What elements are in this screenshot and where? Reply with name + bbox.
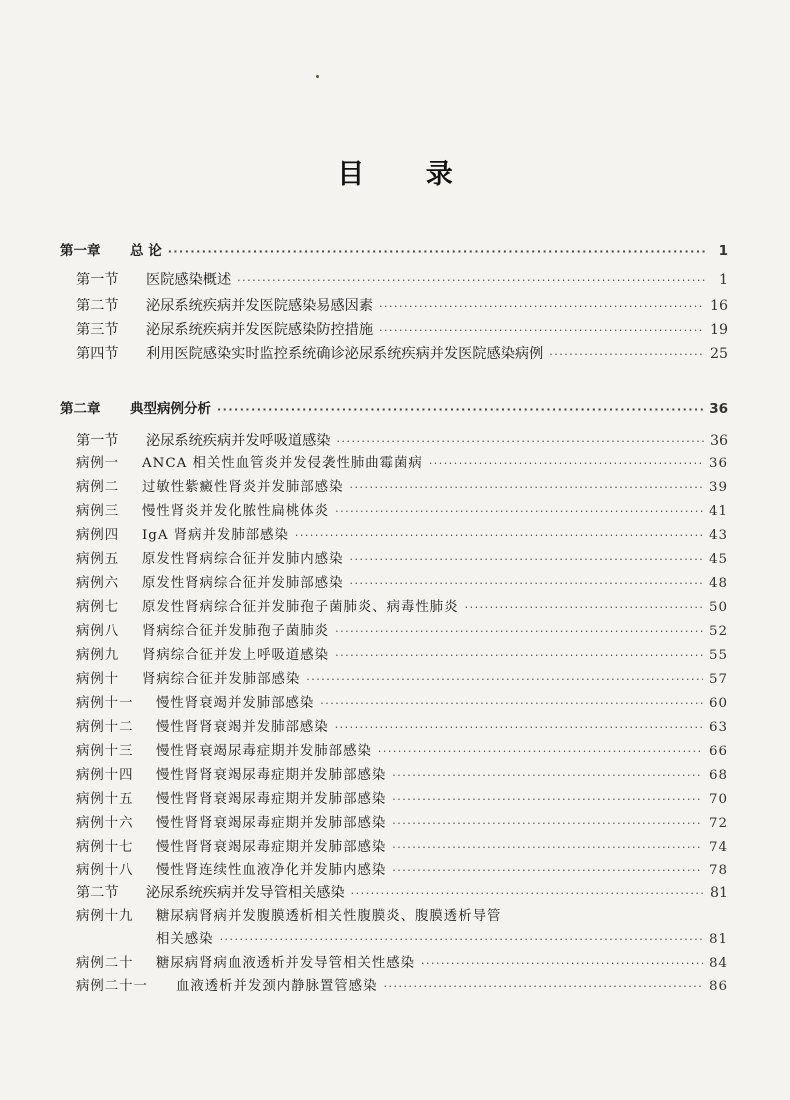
case-label: 病例十八 (76, 863, 134, 878)
leader-dots (429, 453, 703, 475)
leader-dots (335, 717, 703, 739)
case-title: 血液透析并发颈内静脉置管感染 (176, 979, 378, 994)
case-label: 病例五 (76, 552, 120, 567)
toc-case[interactable] (76, 501, 728, 523)
leader-dots (335, 621, 703, 643)
case-label: 病例十九 (76, 909, 134, 924)
toc-case[interactable] (76, 953, 728, 975)
case-title: 过敏性紫癜性肾炎并发肺部感染 (142, 480, 344, 495)
case-title: 肾病综合征并发上呼吸道感染 (142, 648, 330, 663)
case-title: IgA 肾病并发肺部感染 (142, 528, 289, 543)
case-title: 慢性肾衰竭尿毒症期并发肺部感染 (156, 744, 372, 759)
case-title: 慢性肾肾衰竭并发肺部感染 (156, 720, 329, 735)
toc-case[interactable] (76, 525, 728, 547)
chapter-label: 第二章 (60, 401, 101, 417)
leader-dots (349, 549, 702, 571)
page-number: 81 (709, 885, 728, 901)
toc-chapter-1[interactable] (60, 240, 728, 262)
case-label: 病例七 (76, 600, 120, 615)
leader-dots (379, 320, 704, 342)
toc-case[interactable] (76, 717, 728, 739)
case-label: 病例十三 (76, 744, 134, 759)
section-title: 利用医院感染实时监控系统确诊泌尿系统疾病并发医院感染病例 (146, 346, 544, 362)
case-title: 慢性肾衰竭并发肺部感染 (156, 696, 315, 711)
page-number: 1 (718, 243, 728, 259)
case-label: 病例十七 (76, 840, 134, 855)
toc-case[interactable] (76, 789, 728, 811)
section-label: 第三节 (76, 322, 119, 338)
leader-dots (217, 399, 703, 421)
page-number: 41 (708, 504, 728, 519)
case-title: 慢性肾连续性血液净化并发肺内感染 (156, 863, 387, 878)
toc-case[interactable] (76, 765, 728, 787)
leader-dots (320, 693, 703, 715)
page-number: 60 (708, 696, 728, 711)
leader-dots (392, 813, 703, 835)
case-title: 慢性肾炎并发化脓性扁桃体炎 (142, 504, 330, 519)
case-label: 病例十 (76, 672, 120, 687)
toc-section[interactable] (76, 295, 728, 317)
chapter-title: 典型病例分析 (130, 401, 211, 417)
page-number: 45 (708, 552, 728, 567)
section-title: 泌尿系统疾病并发医院感染防控措施 (146, 322, 374, 338)
toc-section[interactable] (76, 319, 728, 341)
toc-case[interactable] (76, 669, 728, 691)
page-number: 70 (708, 792, 728, 807)
toc-case-continuation[interactable] (156, 929, 728, 951)
page-number: 48 (708, 576, 728, 591)
page-number: 63 (708, 720, 728, 735)
section-title: 泌尿系统疾病并发导管相关感染 (146, 885, 345, 901)
page-number: 84 (708, 956, 728, 971)
leader-dots (378, 741, 703, 763)
toc-section[interactable] (76, 343, 728, 365)
leader-dots (349, 477, 702, 499)
toc-case[interactable] (76, 453, 728, 475)
case-title: 糖尿病肾病血液透析并发导管相关性感染 (156, 956, 416, 971)
page-number: 16 (709, 298, 728, 314)
leader-dots (421, 953, 703, 975)
leader-dots (465, 597, 703, 619)
leader-dots (392, 860, 703, 882)
case-title: 肾病综合征并发肺孢子菌肺炎 (142, 624, 330, 639)
case-label: 病例九 (76, 648, 120, 663)
section-label: 第四节 (76, 346, 119, 362)
case-label: 病例八 (76, 624, 120, 639)
case-label: 病例十六 (76, 816, 134, 831)
leader-dots (168, 241, 706, 263)
case-label: 病例十五 (76, 792, 134, 807)
toc-section[interactable] (76, 269, 728, 291)
page-number: 1 (718, 272, 728, 288)
leader-dots (549, 344, 704, 366)
section-title: 泌尿系统疾病并发医院感染易感因素 (146, 298, 374, 314)
section-label: 第二节 (76, 885, 119, 901)
toc-case[interactable] (76, 860, 728, 882)
case-title: 原发性肾病综合征并发肺部感染 (142, 576, 344, 591)
page-number: 36 (709, 401, 728, 417)
page-number: 78 (708, 863, 728, 878)
case-label: 病例二 (76, 480, 120, 495)
case-label: 病例二十 (76, 956, 134, 971)
case-title: 原发性肾病综合征并发肺孢子菌肺炎、病毒性肺炎 (142, 600, 459, 615)
page-title: 目 录 (337, 159, 479, 190)
case-title: 慢性肾肾衰竭尿毒症期并发肺部感染 (156, 816, 387, 831)
chapter-title: 总 论 (130, 243, 162, 259)
section-label: 第一节 (76, 433, 119, 449)
toc-case[interactable] (76, 621, 728, 643)
toc-case[interactable] (76, 741, 728, 763)
page-number: 86 (708, 979, 728, 994)
toc-case[interactable] (76, 597, 728, 619)
leader-dots (351, 883, 704, 905)
case-label: 病例二十一 (76, 979, 148, 994)
leader-dots (336, 431, 703, 453)
page-number: 19 (709, 322, 728, 338)
leader-dots (383, 976, 702, 998)
case-title: 慢性肾肾衰竭尿毒症期并发肺部感染 (156, 840, 387, 855)
toc-case-multiline[interactable] (76, 906, 501, 928)
toc-case[interactable] (76, 645, 728, 667)
section-label: 第一节 (76, 272, 119, 288)
leader-dots (295, 525, 703, 547)
case-label: 病例十一 (76, 696, 134, 711)
toc-section[interactable] (76, 430, 728, 452)
case-title: 慢性肾肾衰竭尿毒症期并发肺部感染 (156, 792, 387, 807)
page-number: 36 (708, 456, 728, 471)
toc-section[interactable] (76, 882, 728, 904)
page-number: 72 (708, 816, 728, 831)
page-number: 50 (708, 600, 728, 615)
toc-case[interactable] (76, 573, 728, 595)
page-number: 74 (708, 840, 728, 855)
toc-chapter-2[interactable] (60, 398, 728, 420)
toc-case[interactable] (76, 549, 728, 571)
leader-dots (237, 270, 706, 292)
section-title: 医院感染概述 (146, 272, 232, 288)
leader-dots (349, 573, 702, 595)
section-label: 第二节 (76, 298, 119, 314)
chapter-label: 第一章 (60, 243, 101, 259)
case-label: 病例十四 (76, 768, 134, 783)
toc-case[interactable] (76, 693, 728, 715)
leader-dots (335, 645, 703, 667)
leader-dots (392, 837, 703, 859)
print-speck (316, 75, 319, 78)
case-title: 糖尿病肾病并发腹膜透析相关性腹膜炎、腹膜透析导管 (156, 909, 502, 924)
leader-dots (379, 296, 704, 318)
leader-dots (335, 501, 703, 523)
page-number: 52 (708, 624, 728, 639)
page-number: 55 (708, 648, 728, 663)
case-label: 病例十二 (76, 720, 134, 735)
section-title: 泌尿系统疾病并发呼吸道感染 (146, 433, 331, 449)
toc-case[interactable] (76, 477, 728, 499)
toc-case[interactable] (76, 813, 728, 835)
leader-dots (392, 789, 703, 811)
page-number: 36 (709, 433, 728, 449)
page-number: 68 (708, 768, 728, 783)
toc-case[interactable] (76, 976, 728, 998)
case-title: 肾病综合征并发肺部感染 (142, 672, 301, 687)
case-label: 病例六 (76, 576, 120, 591)
case-title: 慢性肾肾衰竭尿毒症期并发肺部感染 (156, 768, 387, 783)
page-number: 25 (709, 346, 728, 362)
case-title: 相关感染 (156, 932, 214, 947)
leader-dots (220, 929, 703, 951)
page-number: 39 (708, 480, 728, 495)
case-label: 病例三 (76, 504, 120, 519)
page-number: 43 (708, 528, 728, 543)
case-title: ANCA 相关性血管炎并发侵袭性肺曲霉菌病 (142, 456, 423, 471)
case-label: 病例四 (76, 528, 120, 543)
case-label: 病例一 (76, 456, 120, 471)
toc-case[interactable] (76, 837, 728, 859)
page-number: 81 (708, 932, 728, 947)
case-title: 原发性肾病综合征并发肺内感染 (142, 552, 344, 567)
page-number: 66 (708, 744, 728, 759)
page-number: 57 (708, 672, 728, 687)
leader-dots (306, 669, 703, 691)
leader-dots (392, 765, 703, 787)
